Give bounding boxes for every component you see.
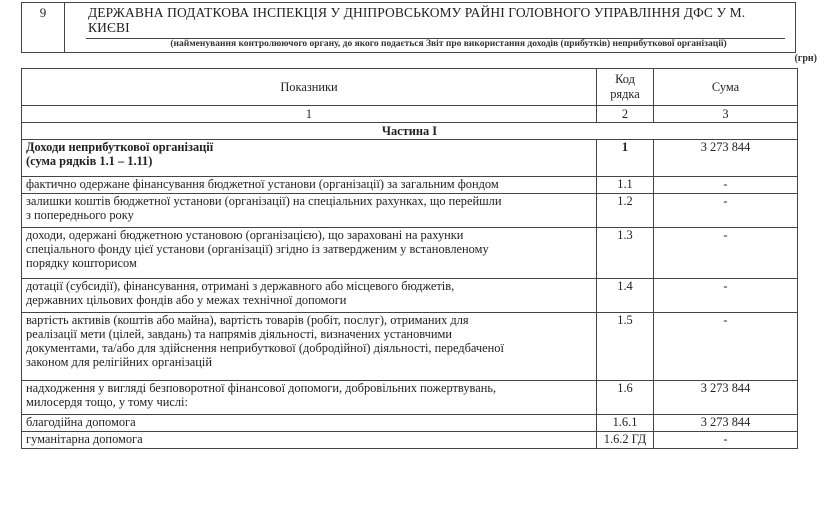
table-row <box>22 194 798 228</box>
row-label <box>22 313 597 381</box>
row-label-line: державних цільових фондів або у межах технічної допомоги <box>26 293 347 307</box>
row-sum: - <box>654 279 798 313</box>
row-label: благодійна допомога <box>22 415 597 432</box>
table-row <box>22 279 798 313</box>
column-numbers-row <box>22 106 798 123</box>
row-label <box>22 140 597 177</box>
row-label-line: Доходи неприбуткової організації <box>26 140 214 154</box>
row-code: 1.3 <box>597 228 654 279</box>
organization-name <box>88 5 788 35</box>
row-code: 1.5 <box>597 313 654 381</box>
row-label <box>22 228 597 279</box>
table-row <box>22 415 798 432</box>
row-label-line: дотації (субсидії), фінансування, отримані з державного або місцевого бюджетів, <box>26 279 455 293</box>
row-code: 1.6.2 ГД <box>597 432 654 449</box>
row-label-line: доходи, одержані бюджетною установою (організацією), що зараховані на рахунки <box>26 228 464 242</box>
row-label-line: (сума рядків 1.1 – 1.11) <box>26 154 153 168</box>
row-label-line: залишки коштів бюджетної установи (організації) на спеціальних рахунках, що перейшли <box>26 194 502 208</box>
organization-line-1: ДЕРЖАВНА ПОДАТКОВА ІНСПЕКЦІЯ У ДНІПРОВСЬКОМУ РАЙНІ ГОЛОВНОГО УПРАВЛІННЯ ДФС У М. <box>88 5 746 20</box>
row-sum: - <box>654 228 798 279</box>
table-header-row <box>22 69 798 106</box>
table-row <box>22 381 798 415</box>
row-sum: 3 273 844 <box>654 381 798 415</box>
row-sum: 3 273 844 <box>654 140 798 177</box>
row-code: 1 <box>597 140 654 177</box>
row-label <box>22 279 597 313</box>
row-label-line: спеціального фонду цієї установи (організації) згідно із затвердженим у встановленому <box>26 242 489 256</box>
section-title: Частина І <box>22 123 798 140</box>
row-sum: - <box>654 177 798 194</box>
row-label-line: надходження у вигляді безповоротної фінансової допомоги, добровільних пожертвувань, <box>26 381 497 395</box>
column-number-1: 1 <box>22 106 597 123</box>
column-header-indicators: Показники <box>22 69 597 106</box>
authority-caption: (найменування контролюючого органу, до якого подається Звіт про використання доходів (прибутків) неприбуткової організації) <box>170 39 727 49</box>
row-label-line: милосердя тощо, у тому числі: <box>26 395 188 409</box>
row-code: 1.4 <box>597 279 654 313</box>
row-label-line: вартість активів (коштів або майна), вартість товарів (робіт, послуг), отриманих для <box>26 313 469 327</box>
row-code: 1.6.1 <box>597 415 654 432</box>
income-report-table <box>21 68 798 449</box>
row-label <box>22 381 597 415</box>
column-number-2: 2 <box>597 106 654 123</box>
table-row <box>22 228 798 279</box>
row-label-line: з попереднього року <box>26 208 134 222</box>
table-row <box>22 140 798 177</box>
column-number-3: 3 <box>654 106 798 123</box>
row-code: 1.6 <box>597 381 654 415</box>
row-code: 1.2 <box>597 194 654 228</box>
table-row <box>22 432 798 449</box>
row-label-line: документами, та/або для здійснення неприбуткової (добродійної) діяльності, передбаченої <box>26 341 504 355</box>
row-label-line: законом для релігійних організацій <box>26 355 212 369</box>
row-number: 9 <box>22 3 65 52</box>
table-row <box>22 313 798 381</box>
row-label-line: реалізації мети (цілей, завдань) та напрямів діяльності, визначених установчими <box>26 327 452 341</box>
table-row <box>22 177 798 194</box>
row-code: 1.1 <box>597 177 654 194</box>
row-label: гуманітарна допомога <box>22 432 597 449</box>
row-sum: - <box>654 432 798 449</box>
section-row <box>22 123 798 140</box>
row-sum: - <box>654 313 798 381</box>
column-header-code-line2: рядка <box>610 87 640 101</box>
currency-unit: (грн) <box>794 53 817 64</box>
controlling-authority-box <box>21 2 796 53</box>
column-header-code <box>597 69 654 106</box>
organization-line-2: КИЄВІ <box>88 20 130 35</box>
column-header-sum: Сума <box>654 69 798 106</box>
row-label: фактично одержане фінансування бюджетної установи (організації) за загальним фондом <box>22 177 597 194</box>
row-sum: 3 273 844 <box>654 415 798 432</box>
column-header-code-line1: Код <box>615 72 635 86</box>
row-label <box>22 194 597 228</box>
row-label-line: порядку кошторисом <box>26 256 137 270</box>
row-sum: - <box>654 194 798 228</box>
